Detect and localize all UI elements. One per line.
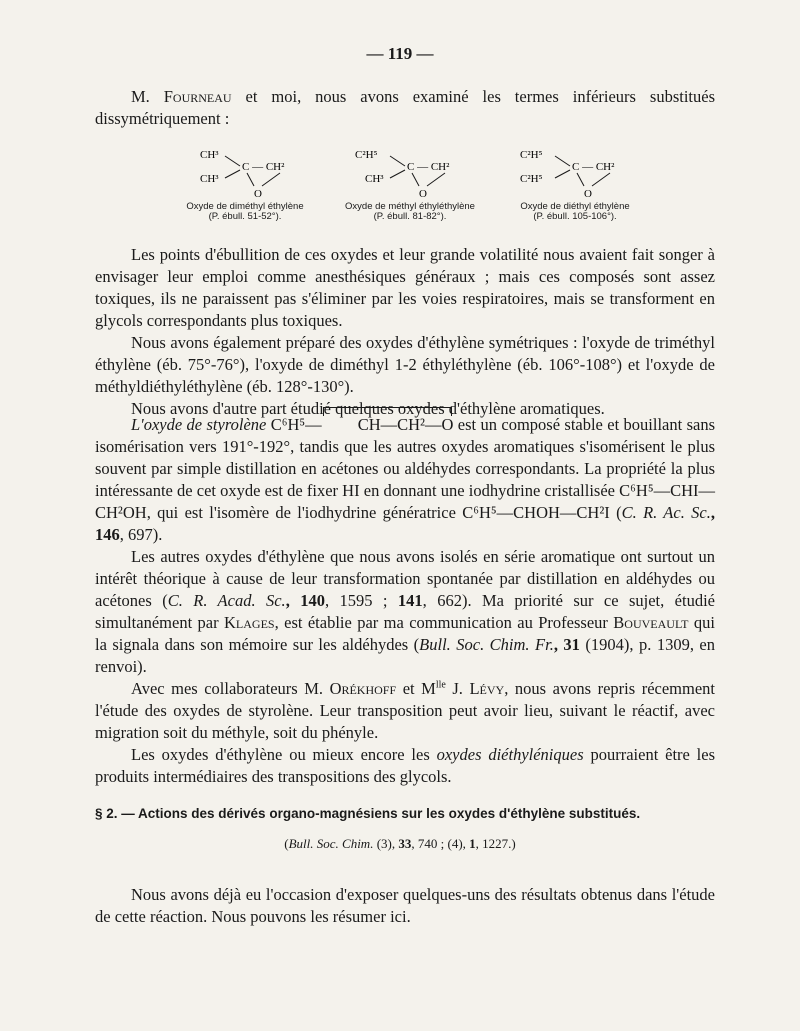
intro-paragraph [95, 86, 715, 130]
p6-text-d: , nous avons repris récemment l'étude des oxydes de styrolène. Leur transposition peut avoir lieu, suivant le réactif, avec migration soit du méthyle, soit du phényle. [95, 679, 715, 742]
section-heading: § 2. — Actions des dérivés organo-magnésiens sur les oxydes d'éthylène substitués. [95, 806, 641, 821]
formula-3-structure [490, 140, 660, 200]
p7-term: oxydes diéthyléniques [436, 745, 584, 764]
section-reference: (Bull. Soc. Chim. (3), 33, 740 ; (4), 1, 1227.) [284, 836, 516, 851]
section-ref-vol1: 33 [398, 836, 412, 851]
p5-name-bouveault: Bouveault [613, 613, 689, 632]
paragraph-aromatic-oxides: Nous avons d'autre part étudié quelques oxydes d'éthylène aromatiques. [131, 399, 605, 418]
formula-2-structure [325, 140, 495, 200]
formula-2-bottom-left: CH³ [365, 173, 384, 185]
p6-text-c: J. [445, 679, 470, 698]
styrolene-formula-b: CH—CH²—O [357, 415, 454, 434]
p6-text-a: Avec mes collaborateurs M. [131, 679, 330, 698]
p5-name-klages: Klages [224, 613, 275, 632]
formula-3-oxygen: O [584, 188, 592, 200]
formula-2-right: C — CH² [407, 161, 450, 173]
p6-text-b: et M [396, 679, 436, 698]
formula-3-top-left: C²H⁵ [520, 149, 543, 161]
p5-text-a: Les autres oxydes d'éthylène que nous avons isolés en série aromatique ont surtout un intérêt théorique à cause de leur transformation spontanée par distillation en aldéhydes ou acétones ( [95, 547, 715, 610]
paragraph-other-aromatic-oxides [95, 546, 715, 678]
formula-methyl-ethylethylene [325, 140, 495, 220]
p5-text-b: , 662). Ma priorité sur ce sujet, étudié simultanément par [95, 591, 715, 632]
section-ref-journal: Bull. Soc. Chim. [288, 836, 374, 851]
paragraph-styrolene-oxide [95, 414, 715, 546]
page-number: — 119 — [366, 44, 434, 63]
epoxide-ring-bracket [323, 407, 453, 416]
author-name: M. Fourneau [131, 87, 232, 106]
p5-ref3-journal: Bull. Soc. Chim. Fr. [419, 635, 554, 654]
intro-text: et moi, nous avons examiné les termes inférieurs substitués dissymétriquement : [95, 87, 715, 128]
formula-diethyl-ethylene [490, 140, 660, 220]
p5-text-c: , est établie par ma communication au Professeur [274, 613, 614, 632]
section-ref-vol2: 1 [469, 836, 476, 851]
p5-ref2-volume: 141 [397, 591, 423, 610]
formula-1-caption [160, 202, 330, 222]
paragraph-boiling-points: Les points d'ébullition de ces oxydes et leur grande volatilité nous avaient fait songer à envisager leur emploi comme anesthésiques généraux ; mais ces composés sont assez toxiques, ils ne paraissent pas s'éliminer par les voies respiratoires, mais se transforment en glycols correspondants plus toxiques. [95, 245, 715, 330]
styrolene-ring-formula [322, 414, 454, 436]
formula-3-caption-bp: (P. ébull. 105-106°). [533, 211, 617, 222]
p5-ref1-volume: , 140 [285, 591, 325, 610]
p5-text-d: qui la signala dans son mémoire sur les aldéhydes ( [95, 613, 715, 654]
body-paragraphs-2 [95, 414, 715, 788]
p6-sup-lle: lle [435, 679, 446, 691]
section-ref-c: , 740 ; (4), [411, 836, 470, 851]
formula-3-caption-name: Oxyde de diéthyl éthylène [520, 201, 630, 212]
p5-text-e: (1904), p. 1309, en renvoi). [95, 635, 715, 676]
p5-ref3-volume: , 31 [553, 635, 580, 654]
formula-1-top-left: CH³ [200, 149, 219, 161]
formula-1-bottom-left: CH³ [200, 173, 219, 185]
formula-3-caption [490, 202, 660, 222]
body-paragraphs-1 [95, 244, 715, 420]
styrolene-ref-volume: , 146 [95, 503, 715, 544]
formula-2-caption-bp: (P. ébull. 81-82°). [373, 211, 447, 222]
formula-3-right: C — CH² [572, 161, 615, 173]
formula-1-caption-name: Oxyde de diméthyl éthylène [186, 201, 304, 212]
formula-2-caption [325, 202, 495, 222]
formula-3-bottom-left: C²H⁵ [520, 173, 543, 185]
formula-dimethyl-ethylene [160, 140, 330, 220]
p6-name-orekhoff: Orékhoff [329, 679, 397, 698]
p5-ref1-journal: C. R. Acad. Sc. [167, 591, 286, 610]
formula-1-caption-bp: (P. ébull. 51-52°). [208, 211, 282, 222]
p7-text-a: Les oxydes d'éthylène ou mieux encore les [131, 745, 437, 764]
paragraph-symmetric-oxides: Nous avons également préparé des oxydes d'éthylène symétriques : l'oxyde de triméthyl éthylène (éb. 75°-76°), l'oxyde de diméthyl 1-2 éthyléthylène (éb. 106°-108°) et l'oxyde de méthyldiéthyléthylène (éb. 128°-130°). [95, 333, 715, 396]
formula-1-oxygen: O [254, 188, 262, 200]
paragraph-collaborators [95, 678, 715, 744]
p7-text-b: pourraient être les produits intermédiaires des transpositions des glycols. [95, 745, 716, 786]
p5-ref1-pages: , 1595 ; [324, 591, 398, 610]
styrolene-formula-a: C⁶H⁵— [266, 415, 322, 434]
section-ref-d: , 1227.) [475, 836, 516, 851]
styrolene-term: L'oxyde de styrolène [131, 415, 267, 434]
structural-formulas [160, 140, 660, 220]
formula-2-caption-name: Oxyde de méthyl éthyléthylène [345, 201, 475, 212]
formula-1-structure [160, 140, 330, 200]
styrolene-text-b: , 697). [119, 525, 163, 544]
formula-1-right: C — CH² [242, 161, 285, 173]
section-ref-a: (3), [373, 836, 399, 851]
closing-paragraph [95, 884, 715, 928]
paragraph-diethylenic-oxides [95, 744, 715, 788]
styrolene-text-a: est un composé stable et bouillant sans isomérisation vers 191°-192°, tandis que les autres oxydes aromatiques s'isomérisent le plus souvent par simple distillation en acétones ou aldéhydes correspondants. La propriété la plus intéressante de cet oxyde est de fixer HI en donnant une iodhydrine cristallisée C⁶H⁵—CHI—CH²OH, qui est l'isomère de l'iodhydrine génératrice C⁶H⁵—CHOH—CH²I ( [95, 415, 715, 522]
formula-2-oxygen: O [419, 188, 427, 200]
closing-text: Nous avons déjà eu l'occasion d'exposer quelques-uns des résultats obtenus dans l'étude de cette réaction. Nous pouvons les résumer ici. [95, 885, 715, 926]
p6-name-levy: Lévy [469, 679, 505, 698]
styrolene-ref-journal: C. R. Ac. Sc. [621, 503, 711, 522]
formula-2-top-left: C²H⁵ [355, 149, 378, 161]
